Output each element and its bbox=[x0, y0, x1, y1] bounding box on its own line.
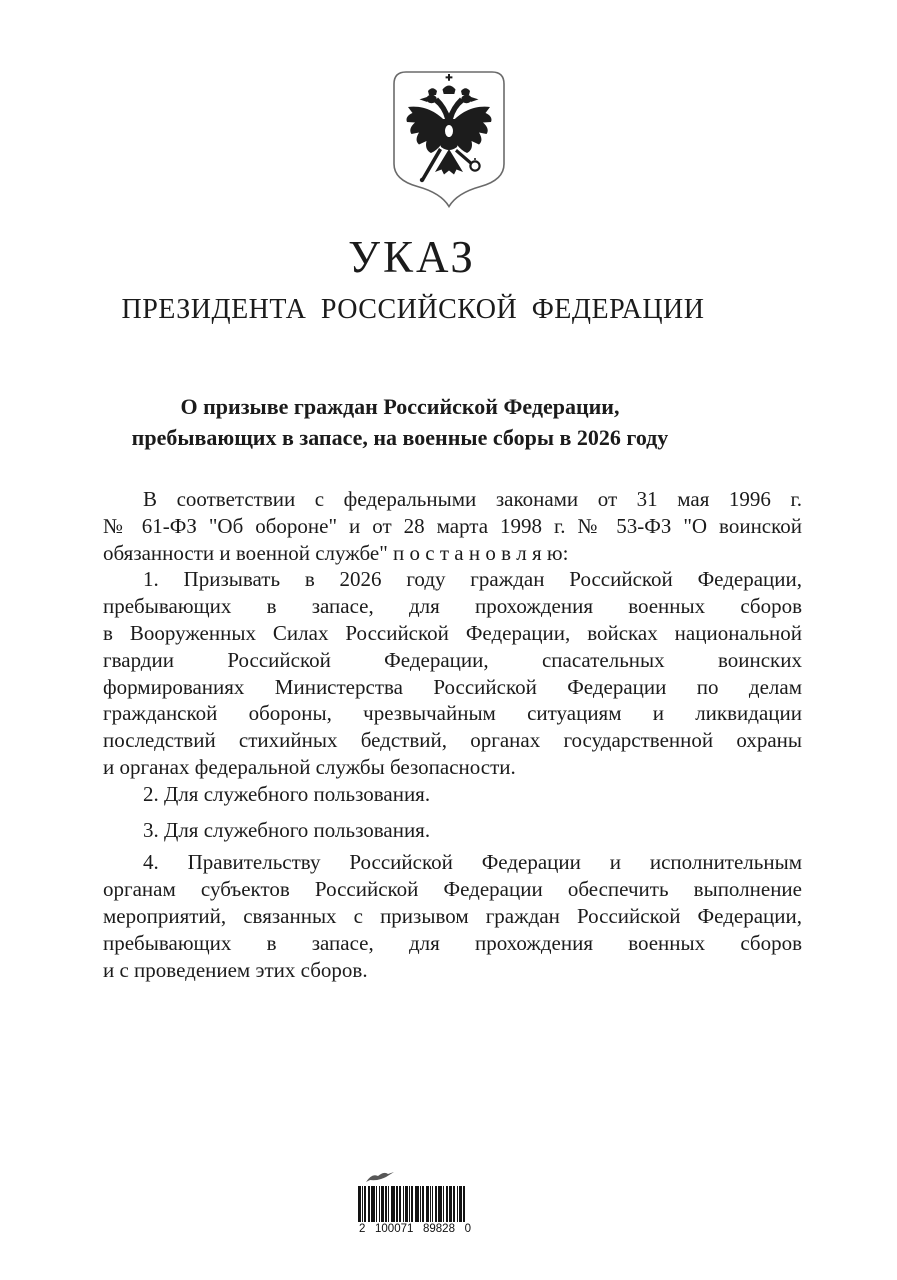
item-4-paragraph bbox=[103, 849, 802, 983]
barcode-bar bbox=[368, 1186, 370, 1222]
decree-subject-line2: пребывающих в запасе, на военные сборы в 2026 году bbox=[131, 425, 669, 450]
barcode-bar bbox=[399, 1186, 401, 1222]
item-1-paragraph bbox=[103, 566, 802, 780]
barcode-bar bbox=[457, 1186, 458, 1222]
text-line: и органах федеральной службы безопасности. bbox=[103, 754, 516, 779]
text-line: 3. Для служебного пользования. bbox=[143, 817, 431, 842]
barcode-bar bbox=[364, 1186, 366, 1222]
decree-subject bbox=[0, 391, 800, 453]
item-2-paragraph bbox=[103, 781, 802, 808]
barcode-bar bbox=[453, 1186, 455, 1222]
item-3-paragraph bbox=[103, 817, 802, 844]
text-line: органам субъектов Российской Федерации обеспечить выполнение bbox=[103, 877, 802, 902]
text-line: 1. Призывать в 2026 году граждан Российской Федерации, bbox=[143, 567, 802, 592]
document-title: УКАЗ bbox=[348, 232, 476, 282]
barcode-bar bbox=[388, 1186, 389, 1222]
text-line: пребывающих в запасе, для прохождения военных сборов bbox=[103, 594, 802, 619]
barcode-digit-group: 0 bbox=[464, 1223, 471, 1235]
text-line: 4. Правительству Российской Федерации и исполнительным bbox=[143, 850, 802, 875]
barcode-bar bbox=[362, 1186, 363, 1222]
barcode bbox=[358, 1186, 472, 1235]
text-line: и с проведением этих сборов. bbox=[103, 957, 368, 982]
barcode-bar bbox=[391, 1186, 395, 1222]
barcode-digit-group: 2 bbox=[359, 1223, 366, 1235]
barcode-bar bbox=[358, 1186, 361, 1222]
barcode-bar bbox=[403, 1186, 404, 1222]
text-line: гвардии Российской Федерации, спасательных воинских bbox=[103, 647, 802, 672]
barcode-bar bbox=[396, 1186, 398, 1222]
text-line: 2. Для служебного пользования. bbox=[143, 781, 431, 806]
text-line: в Вооруженных Силах Российской Федерации, войсках национальной bbox=[103, 620, 802, 645]
coat-of-arms-icon bbox=[391, 69, 507, 209]
preamble-paragraph bbox=[103, 486, 802, 566]
text-line: формированиях Министерства Российской Федерации по делам bbox=[103, 674, 802, 699]
document-issuer: ПРЕЗИДЕНТА РОССИЙСКОЙ ФЕДЕРАЦИИ bbox=[121, 294, 705, 325]
barcode-bar bbox=[463, 1186, 465, 1222]
barcode-bar bbox=[405, 1186, 408, 1222]
barcode-bar bbox=[376, 1186, 377, 1222]
barcode-bar bbox=[409, 1186, 410, 1222]
barcode-bar bbox=[426, 1186, 429, 1222]
decree-subject-line1: О призыве граждан Российской Федерации, bbox=[180, 394, 620, 419]
print-mark-icon bbox=[364, 1169, 398, 1185]
text-line: гражданской обороны, чрезвычайным ситуациям и ликвидации bbox=[103, 701, 802, 726]
barcode-bar bbox=[430, 1186, 431, 1222]
barcode-bar bbox=[420, 1186, 421, 1222]
barcode-digits bbox=[358, 1223, 472, 1235]
barcode-bars bbox=[358, 1186, 472, 1222]
barcode-bar bbox=[459, 1186, 462, 1222]
text-line: мероприятий, связанных с призывом граждан Российской Федерации, bbox=[103, 903, 802, 928]
text-line: обязанности и военной службе" п о с т а н о в л я ю: bbox=[103, 540, 569, 565]
text-line: пребывающих в запасе, для прохождения военных сборов bbox=[103, 930, 802, 955]
text-line: последствий стихийных бедствий, органах государственной охраны bbox=[103, 728, 802, 753]
barcode-bar bbox=[446, 1186, 448, 1222]
barcode-bar bbox=[381, 1186, 384, 1222]
barcode-bar bbox=[443, 1186, 444, 1222]
barcode-bar bbox=[411, 1186, 413, 1222]
barcode-bar bbox=[432, 1186, 433, 1222]
barcode-digit-group: 100071 bbox=[375, 1223, 414, 1235]
barcode-digit-group: 89828 bbox=[423, 1223, 455, 1235]
barcode-bar bbox=[449, 1186, 452, 1222]
barcode-bar bbox=[385, 1186, 387, 1222]
barcode-bar bbox=[415, 1186, 419, 1222]
text-line: № 61-ФЗ "Об обороне" и от 28 марта 1998 г. № 53-ФЗ "О воинской bbox=[103, 513, 802, 538]
text-line: В соответствии с федеральными законами от 31 мая 1996 г. bbox=[143, 487, 802, 511]
barcode-bar bbox=[435, 1186, 437, 1222]
barcode-bar bbox=[371, 1186, 375, 1222]
barcode-bar bbox=[438, 1186, 442, 1222]
barcode-bar bbox=[379, 1186, 380, 1222]
barcode-bar bbox=[422, 1186, 424, 1222]
decree-body bbox=[103, 486, 802, 983]
